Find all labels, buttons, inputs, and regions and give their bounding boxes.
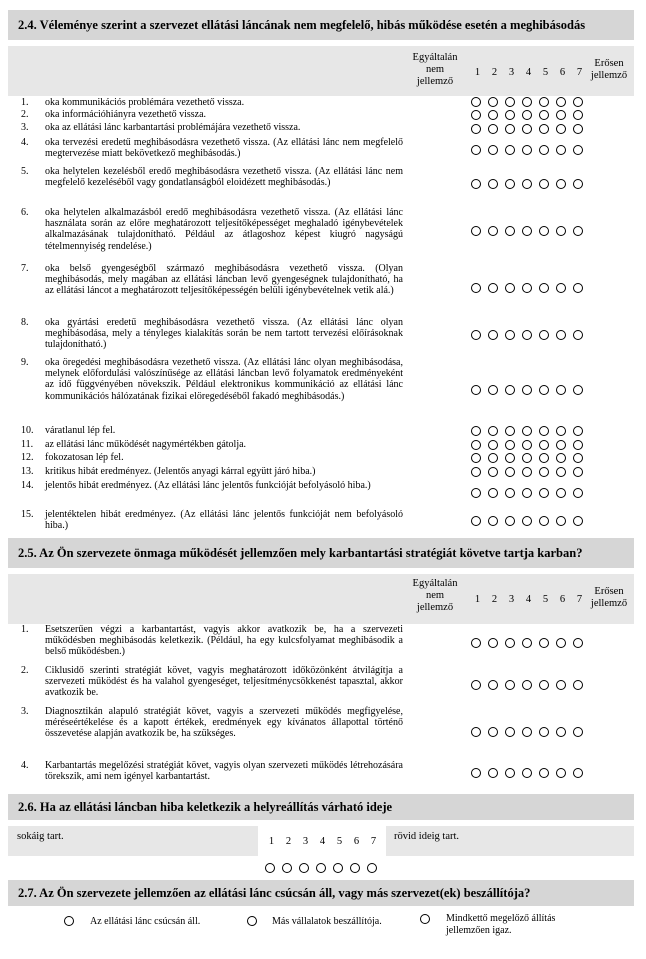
scale-number: 4 [319, 836, 326, 847]
rating-row [471, 680, 585, 692]
rating-row [471, 124, 585, 136]
rating-radio[interactable] [471, 467, 481, 477]
rating-radio[interactable] [522, 440, 532, 450]
rating-radio[interactable] [505, 145, 515, 155]
option-label: Más vállalatok beszállítója. [272, 916, 382, 927]
rating-radio[interactable] [505, 97, 515, 107]
rating-row [471, 638, 585, 650]
rating-radio[interactable] [522, 638, 532, 648]
rating-radio[interactable] [539, 283, 549, 293]
rating-radio[interactable] [471, 385, 481, 395]
scale-left-label-2-5: Egyáltalán nem jellemző [412, 578, 458, 613]
rating-radio[interactable] [573, 145, 583, 155]
rating-row [471, 145, 585, 157]
rating-radio[interactable] [522, 385, 532, 395]
rating-radio[interactable] [367, 863, 377, 873]
rating-radio[interactable] [522, 97, 532, 107]
rating-radio[interactable] [539, 516, 549, 526]
rating-radio[interactable] [539, 179, 549, 189]
rating-radio[interactable] [522, 124, 532, 134]
rating-radio[interactable] [539, 440, 549, 450]
rating-radio[interactable] [539, 638, 549, 648]
rating-radio[interactable] [539, 680, 549, 690]
rating-radio[interactable] [539, 488, 549, 498]
rating-radio[interactable] [556, 283, 566, 293]
rating-radio[interactable] [522, 330, 532, 340]
rating-radio[interactable] [471, 97, 481, 107]
rating-radio[interactable] [573, 124, 583, 134]
rating-row [471, 488, 585, 500]
rating-radio[interactable] [573, 488, 583, 498]
rating-radio[interactable] [488, 680, 498, 690]
rating-radio[interactable] [471, 179, 481, 189]
section-2-6-title: 2.6. Ha az ellátási láncban hiba keletkezik a helyreállítás várható ideje [8, 794, 634, 820]
rating-radio[interactable] [488, 426, 498, 436]
scale-number: 4 [525, 67, 532, 78]
rating-radio[interactable] [573, 467, 583, 477]
rating-row [471, 426, 585, 438]
rating-radio[interactable] [505, 110, 515, 120]
rating-radio[interactable] [539, 97, 549, 107]
scale-number: 3 [508, 67, 515, 78]
rating-radio[interactable] [488, 727, 498, 737]
rating-radio[interactable] [556, 110, 566, 120]
rating-radio[interactable] [488, 145, 498, 155]
option-radio[interactable] [64, 916, 74, 926]
rating-radio[interactable] [539, 226, 549, 236]
rating-radio[interactable] [299, 863, 309, 873]
rating-radio[interactable] [333, 863, 343, 873]
rating-radio[interactable] [556, 145, 566, 155]
rating-radio[interactable] [539, 330, 549, 340]
rating-radio[interactable] [556, 727, 566, 737]
rating-row [471, 97, 585, 109]
rating-radio[interactable] [556, 124, 566, 134]
option-radio[interactable] [420, 914, 430, 924]
rating-radio[interactable] [505, 488, 515, 498]
rating-radio[interactable] [488, 226, 498, 236]
rating-radio[interactable] [505, 426, 515, 436]
scale-number: 7 [576, 594, 583, 605]
rating-radio[interactable] [488, 385, 498, 395]
rating-radio[interactable] [573, 110, 583, 120]
scale-left-label-2-6: sokáig tart. [17, 831, 64, 842]
option-label: Mindkettő megelőző állítás jellemzően igaz. [446, 913, 556, 936]
option-label: Az ellátási lánc csúcsán áll. [90, 916, 201, 927]
rating-radio[interactable] [573, 638, 583, 648]
rating-radio[interactable] [573, 768, 583, 778]
rating-radio[interactable] [556, 488, 566, 498]
scale-number: 1 [474, 594, 481, 605]
rating-radio[interactable] [539, 426, 549, 436]
rating-radio[interactable] [488, 768, 498, 778]
rating-radio[interactable] [522, 453, 532, 463]
rating-radio[interactable] [471, 145, 481, 155]
rating-radio[interactable] [488, 330, 498, 340]
rating-radio[interactable] [505, 680, 515, 690]
rating-radio[interactable] [573, 97, 583, 107]
rating-radio[interactable] [573, 179, 583, 189]
rating-row [471, 453, 585, 465]
rating-radio[interactable] [522, 426, 532, 436]
rating-row [471, 385, 585, 397]
rating-radio[interactable] [522, 516, 532, 526]
rating-radio[interactable] [539, 727, 549, 737]
rating-radio[interactable] [471, 440, 481, 450]
rating-radio[interactable] [522, 680, 532, 690]
rating-radio[interactable] [573, 516, 583, 526]
rating-radio[interactable] [556, 385, 566, 395]
rating-radio[interactable] [505, 283, 515, 293]
rating-radio[interactable] [488, 124, 498, 134]
rating-radio[interactable] [573, 453, 583, 463]
rating-radio[interactable] [488, 467, 498, 477]
rating-radio[interactable] [573, 283, 583, 293]
rating-radio[interactable] [488, 97, 498, 107]
rating-radio[interactable] [316, 863, 326, 873]
rating-row [471, 110, 585, 122]
scale-number: 7 [576, 67, 583, 78]
scale-right-label-2-6: rövid ideig tart. [394, 831, 460, 842]
rating-radio[interactable] [556, 638, 566, 648]
scale-number: 2 [491, 594, 498, 605]
rating-radio[interactable] [471, 680, 481, 690]
rating-radio[interactable] [556, 467, 566, 477]
rating-radio[interactable] [556, 453, 566, 463]
scale-number: 1 [474, 67, 481, 78]
rating-radio[interactable] [488, 488, 498, 498]
rating-radio[interactable] [505, 727, 515, 737]
rating-radio[interactable] [522, 727, 532, 737]
rating-row [471, 179, 585, 191]
rating-radio[interactable] [573, 226, 583, 236]
rating-radio[interactable] [556, 426, 566, 436]
rating-radio[interactable] [556, 516, 566, 526]
rating-radio[interactable] [505, 179, 515, 189]
rating-radio[interactable] [522, 283, 532, 293]
rating-radio[interactable] [488, 638, 498, 648]
scale-number: 6 [559, 594, 566, 605]
rating-radio[interactable] [573, 440, 583, 450]
rating-radio[interactable] [522, 488, 532, 498]
section-2-5-title: 2.5. Az Ön szervezete önmaga működését jellemzően mely karbantartási stratégiát követve tartja karban? [8, 538, 634, 568]
rating-radio[interactable] [556, 97, 566, 107]
rating-radio[interactable] [505, 226, 515, 236]
section-2-4-title: 2.4. Véleménye szerint a szervezet ellátási láncának nem megfelelő, hibás működése esetén a meghibásodás [8, 10, 634, 40]
rating-radio[interactable] [556, 179, 566, 189]
rating-radio[interactable] [539, 467, 549, 477]
rating-row [471, 467, 585, 479]
scale-right-label-2-5: Erősen jellemző [590, 586, 628, 609]
section-2-7-title: 2.7. Az Ön szervezete jellemzően az ellátási lánc csúcsán áll, vagy más szervezet(ek) beszállítója? [8, 880, 634, 906]
rating-radio[interactable] [471, 426, 481, 436]
rating-radio[interactable] [539, 110, 549, 120]
rating-radio[interactable] [573, 727, 583, 737]
rating-radio[interactable] [556, 680, 566, 690]
scale-right-label-2-4: Erősen jellemző [590, 58, 628, 81]
rating-radio[interactable] [471, 488, 481, 498]
rating-radio[interactable] [539, 768, 549, 778]
rating-radio[interactable] [488, 110, 498, 120]
rating-radio[interactable] [350, 863, 360, 873]
rating-radio[interactable] [265, 863, 275, 873]
scale-number: 1 [268, 836, 275, 847]
rating-radio[interactable] [522, 467, 532, 477]
rating-radio[interactable] [573, 680, 583, 690]
rating-row [471, 727, 585, 739]
rating-row [471, 768, 585, 780]
rating-radio[interactable] [471, 110, 481, 120]
rating-radio[interactable] [505, 638, 515, 648]
rating-radio[interactable] [488, 453, 498, 463]
rating-radio[interactable] [505, 467, 515, 477]
rating-radio[interactable] [539, 145, 549, 155]
rating-radio[interactable] [522, 145, 532, 155]
rating-radio[interactable] [488, 516, 498, 526]
rating-radio[interactable] [573, 385, 583, 395]
rating-radio[interactable] [539, 124, 549, 134]
rating-radio[interactable] [471, 727, 481, 737]
rating-radio[interactable] [556, 226, 566, 236]
rating-radio[interactable] [471, 768, 481, 778]
option-radio[interactable] [247, 916, 257, 926]
rating-radio[interactable] [471, 283, 481, 293]
rating-radio[interactable] [522, 110, 532, 120]
rating-radio[interactable] [488, 179, 498, 189]
rating-radio[interactable] [488, 283, 498, 293]
scale-number: 7 [370, 836, 377, 847]
scale-number: 2 [491, 67, 498, 78]
rating-row [471, 283, 585, 295]
scale-number: 6 [353, 836, 360, 847]
rating-radio[interactable] [573, 426, 583, 436]
rating-radio[interactable] [471, 226, 481, 236]
rating-radio[interactable] [505, 516, 515, 526]
rating-radio[interactable] [505, 330, 515, 340]
rating-row [471, 516, 585, 528]
scale-left-label-2-4: Egyáltalán nem jellemző [412, 52, 458, 87]
rating-radio[interactable] [505, 385, 515, 395]
rating-radio[interactable] [522, 226, 532, 236]
scale-number: 2 [285, 836, 292, 847]
rating-radio[interactable] [505, 768, 515, 778]
rating-radio[interactable] [488, 440, 498, 450]
rating-radio[interactable] [556, 330, 566, 340]
rating-radio[interactable] [505, 124, 515, 134]
rating-radio[interactable] [522, 768, 532, 778]
scale-number: 5 [542, 594, 549, 605]
rating-radio[interactable] [556, 768, 566, 778]
scale-number: 3 [302, 836, 309, 847]
scale-number: 5 [542, 67, 549, 78]
scale-number: 6 [559, 67, 566, 78]
rating-radio[interactable] [282, 863, 292, 873]
rating-row [471, 330, 585, 342]
rating-row [471, 440, 585, 452]
rating-radio[interactable] [471, 330, 481, 340]
rating-radio[interactable] [573, 330, 583, 340]
rating-radio[interactable] [556, 440, 566, 450]
rating-radio[interactable] [539, 453, 549, 463]
scale-number: 5 [336, 836, 343, 847]
rating-row [265, 863, 379, 875]
rating-radio[interactable] [471, 124, 481, 134]
rating-radio[interactable] [471, 453, 481, 463]
rating-radio[interactable] [522, 179, 532, 189]
rating-radio[interactable] [505, 453, 515, 463]
scale-number: 3 [508, 594, 515, 605]
rating-row [471, 226, 585, 238]
rating-radio[interactable] [505, 440, 515, 450]
scale-number: 4 [525, 594, 532, 605]
rating-radio[interactable] [471, 638, 481, 648]
rating-radio[interactable] [471, 516, 481, 526]
rating-radio[interactable] [539, 385, 549, 395]
